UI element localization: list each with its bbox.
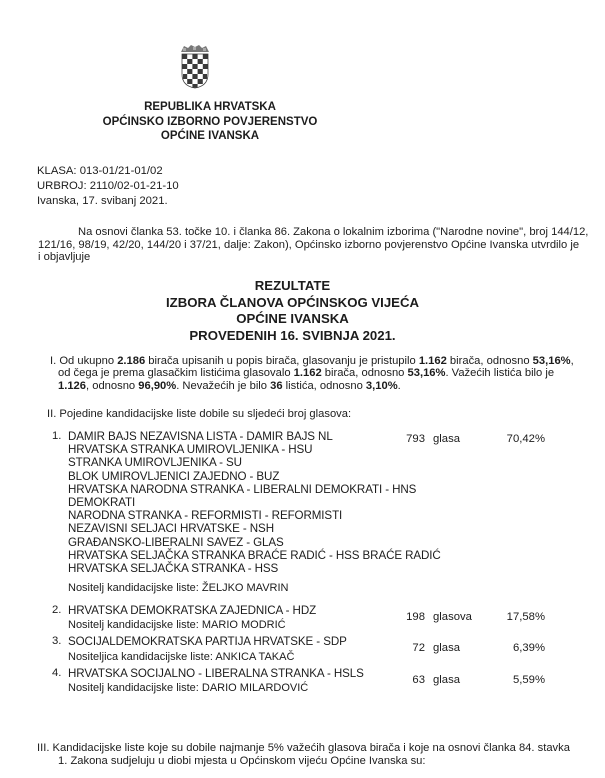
vote-unit: glasa [433,673,461,686]
registered-voters: 2.186 [117,355,146,367]
vote-result [392,433,602,446]
party-name: BLOK UMIROVLJENICI ZAJEDNO - BUZ [68,469,280,483]
vote-count: 72 [412,642,425,655]
vote-result [392,642,602,655]
text: od čega je prema glasačkim listićima glasovalo [58,367,294,380]
party-name: NEZAVISNI SELJACI HRVATSKE - NSH [68,522,274,536]
list-leader: Nositelj kandidacijske liste: DARIO MILARDOVIĆ [68,681,309,694]
party-name: DAMIR BAJS NEZAVISNA LISTA - DAMIR BAJS NL [68,430,333,443]
list-leader: Nositeljica kandidacijske liste: ANKICA TAKAČ [68,650,295,663]
header-line: OPĆINE IVANSKA [160,130,260,142]
vote-percent: 5,59% [512,673,545,686]
candidate-list-item [52,635,602,663]
section-3 [37,742,602,768]
title-line: REZULTATE [254,278,331,293]
list-leader: Nositelj kandidacijske liste: MARIO MODRIĆ [68,619,286,632]
vote-unit: glasa [433,642,461,655]
section-3-line: 1. Zakona sudjeluju u diobi mjesta u Općinskom vijeću Općine Ivanska su: [58,754,426,767]
text: birača, odnosno [321,367,408,380]
urbroj: URBROJ: 2110/02-01-21-10 [37,180,179,192]
party-name: STRANKA UMIROVLJENIKA - SU [68,456,242,470]
party-name: HRVATSKA NARODNA STRANKA - LIBERALNI DEMOKRATI - HNS DEMOKRATI [68,482,417,510]
valid-ballots: 1.126 [58,379,86,392]
document-meta [37,164,179,209]
vote-result [392,611,602,624]
turnout-percent: 53,16% [532,355,571,367]
document-title [110,278,475,344]
text: birača, odnosno [446,355,533,367]
party-name: HRVATSKA SELJAČKA STRANKA BRAĆE RADIĆ - HSS BRAĆE RADIĆ [68,548,441,562]
party-name: HRVATSKA DEMOKRATSKA ZAJEDNICA - HDZ [68,604,317,618]
header-line: REPUBLIKA HRVATSKA [144,101,276,113]
text: Od ukupno [59,355,118,367]
ballots-percent: 53,16% [407,367,446,380]
vote-count: 198 [406,611,425,624]
party-name: HRVATSKA SELJAČKA STRANKA - HSS [68,562,279,576]
intro-line: 121/16, 98/19, 42/20, 144/20 i 37/21, dalje: Zakon), Općinsko izborno povjerenstvo Općine Ivanska utvrdilo je [38,238,580,251]
invalid-percent: 3,10% [365,379,398,392]
vote-count: 63 [412,673,425,686]
title-line: OPĆINE IVANSKA [236,311,349,326]
vote-percent: 17,58% [506,611,545,624]
document-header [60,100,360,144]
candidate-list-item [52,667,602,695]
vote-percent: 6,39% [512,642,545,655]
text: , [570,355,574,367]
party-name: NARODNA STRANKA - REFORMISTI - REFORMISTI [68,509,343,523]
intro-line: i objavljuje [38,251,91,264]
ballots-voted: 1.162 [293,367,322,380]
candidate-list-item [52,604,602,632]
list-number: 3. [52,635,62,648]
candidate-list-item [52,430,602,595]
text: . [397,379,401,392]
text: listića, odnosno [282,379,366,392]
text: . Nevažećih je bilo [176,379,271,392]
party-name: GRAĐANSKO-LIBERALNI SAVEZ - GLAS [68,535,284,549]
text: . Važećih listića bilo je [445,367,555,380]
section-3-line: III. Kandidacijske liste koje su dobile najmanje 5% važećih glasova birača i koje na osnovi članka 84. stavka [37,742,570,754]
text: , odnosno [86,379,139,392]
list-number: 1. [52,430,62,442]
intro-paragraph [38,226,598,264]
list-number: 2. [52,604,62,617]
list-leader: Nositelj kandidacijske liste: ŽELJKO MAVRIN [68,582,289,595]
title-line: PROVEDENIH 16. SVIBNJA 2021. [189,327,396,343]
party-name: SOCIJALDEMOKRATSKA PARTIJA HRVATSKE - SDP [68,635,347,649]
invalid-ballots: 36 [270,379,283,392]
vote-unit: glasa [433,433,461,445]
klasa: KLASA: 013-01/21-01/02 [37,165,163,177]
section-label: I. [50,355,57,367]
croatian-coat-of-arms-icon [177,42,213,90]
vote-result [392,674,602,687]
voted-count: 1.162 [418,355,447,367]
intro-line: Na osnovi članka 53. točke 10. i članka 86. Zakona o lokalnim izborima ("Narodne novine", broj 144/12, [78,226,589,238]
valid-percent: 96,90% [138,379,177,392]
party-name: HRVATSKA SOCIJALNO - LIBERALNA STRANKA - HSLS [68,666,364,680]
section-2-heading: II. Pojedine kandidacijske liste dobile su sljedeći broj glasova: [47,408,352,420]
party-name: HRVATSKA STRANKA UMIROVLJENIKA - HSU [68,443,313,457]
vote-unit: glasova [433,611,472,624]
header-line: OPĆINSKO IZBORNO POVJERENSTVO [102,115,318,128]
list-number: 4. [52,666,62,679]
text: birača upisanih u popis birača, glasovanju je pristupilo [145,355,419,367]
section-1-turnout [50,355,598,392]
place-date: Ivanska, 17. svibanj 2021. [37,195,168,207]
vote-percent: 70,42% [506,433,545,445]
title-line: IZBORA ČLANOVA OPĆINSKOG VIJEĆA [165,294,420,310]
vote-count: 793 [406,433,425,445]
candidate-lists [52,430,602,695]
